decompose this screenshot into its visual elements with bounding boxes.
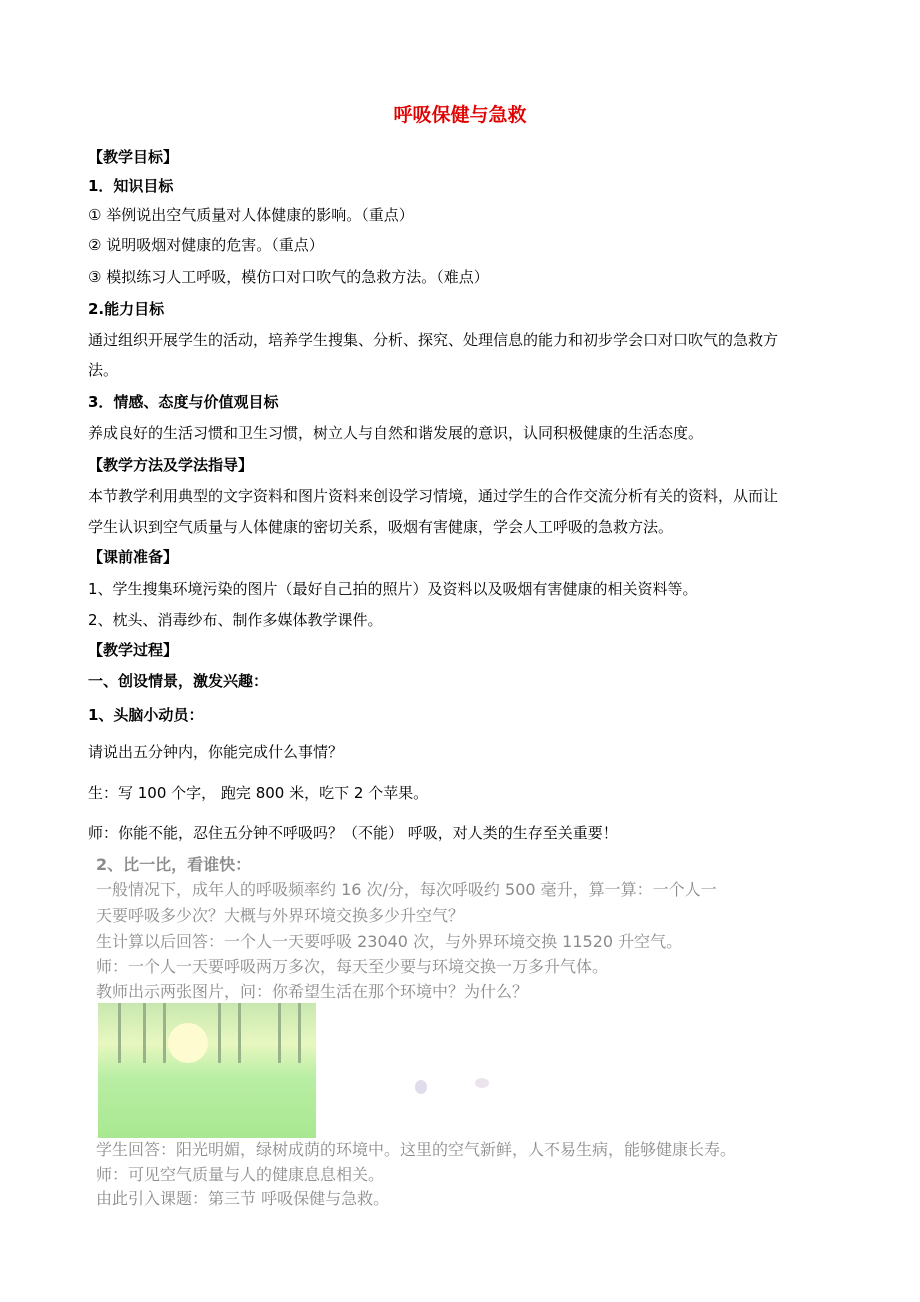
heading-process: 【教学过程】 bbox=[88, 641, 179, 659]
text-line: 本节教学利用典型的文字资料和图片资料来创设学习情境，通过学生的合作交流分析有关的资料，从而让 bbox=[88, 487, 779, 505]
faded-line: 天要呼吸多少次？大概与外界环境交换多少升空气？ bbox=[96, 906, 465, 925]
faded-line: 师：一个人一天要呼吸两万多次，每天至少要与环境交换一万多升气体。 bbox=[96, 957, 609, 976]
faded-image-fragment bbox=[415, 1080, 427, 1094]
text-line: ② 说明吸烟对健康的危害。（重点） bbox=[88, 236, 324, 254]
text-line: ① 举例说出空气质量对人体健康的影响。（重点） bbox=[88, 206, 414, 224]
faded-line: 由此引入课题：第三节 呼吸保健与急救。 bbox=[96, 1189, 390, 1208]
forest-image bbox=[98, 1003, 316, 1138]
faded-line: 学生回答：阳光明媚，绿树成荫的环境中。这里的空气新鲜，人不易生病，能够健康长寿。 bbox=[96, 1140, 737, 1159]
text-line: 生：写 100 个字， 跑完 800 米，吃下 2 个苹果。 bbox=[88, 784, 429, 802]
document-title: 呼吸保健与急救 bbox=[393, 104, 527, 126]
text-line: 请说出五分钟内，你能完成什么事情？ bbox=[88, 743, 344, 761]
faded-line: 生计算以后回答：一个人一天要呼吸 23040 次，与外界环境交换 11520 升空气。 bbox=[96, 932, 683, 951]
text-line: 养成良好的生活习惯和卫生习惯，树立人与自然和谐发展的意识，认同积极健康的生活态度。 bbox=[88, 424, 704, 442]
subheading: 1．知识目标 bbox=[88, 177, 174, 195]
heading-preparation: 【课前准备】 bbox=[88, 548, 179, 566]
text-line: ③ 模拟练习人工呼吸，模仿口对口吹气的急救方法。（难点） bbox=[88, 268, 489, 286]
faded-line: 教师出示两张图片，问：你希望生活在那个环境中？为什么？ bbox=[96, 982, 529, 1001]
text-line: 法。 bbox=[88, 361, 119, 379]
text-line: 通过组织开展学生的活动，培养学生搜集、分析、探究、处理信息的能力和初步学会口对口吹气的急救方 bbox=[88, 331, 779, 349]
faded-subheading: 2、比一比，看谁快： bbox=[96, 855, 252, 874]
text-line: 2、枕头、消毒纱布、制作多媒体教学课件。 bbox=[88, 611, 383, 629]
subheading: 3．情感、态度与价值观目标 bbox=[88, 393, 279, 411]
subheading: 1、头脑小动员： bbox=[88, 706, 204, 724]
text-line: 1、学生搜集环境污染的图片（最好自己拍的照片）及资料以及吸烟有害健康的相关资料等。 bbox=[88, 580, 698, 598]
faded-line: 一般情况下，成年人的呼吸频率约 16 次/分，每次呼吸约 500 毫升，算一算：一个人一 bbox=[96, 880, 717, 899]
faded-line: 师：可见空气质量与人的健康息息相关。 bbox=[96, 1165, 385, 1184]
heading-objectives: 【教学目标】 bbox=[88, 148, 179, 166]
text-line: 师：你能不能，忍住五分钟不呼吸吗？（不能） 呼吸，对人类的生存至关重要！ bbox=[88, 824, 618, 842]
faded-image-fragment bbox=[475, 1078, 489, 1088]
subheading: 2.能力目标 bbox=[88, 300, 165, 318]
subheading: 一、创设情景，激发兴趣： bbox=[88, 672, 269, 690]
text-line: 学生认识到空气质量与人体健康的密切关系，吸烟有害健康，学会人工呼吸的急救方法。 bbox=[88, 518, 674, 536]
heading-methods: 【教学方法及学法指导】 bbox=[88, 456, 254, 474]
